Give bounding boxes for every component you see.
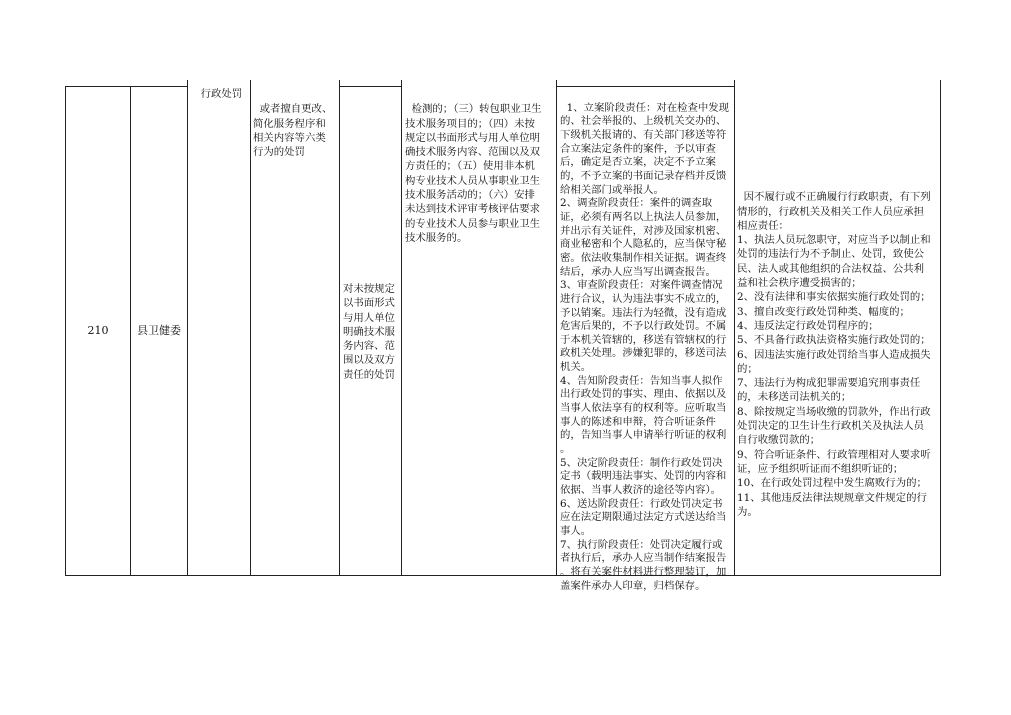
col-border	[250, 80, 251, 576]
responsibility-cell	[560, 88, 734, 592]
sub-item-text: 对未按规定 以书面形式 与用人单位 明确技术服 务内容、范 围以及双方 责任的处罚	[343, 282, 395, 381]
category-fragment	[194, 80, 246, 100]
row-number-text: 210	[87, 323, 109, 337]
department-cell	[131, 87, 187, 575]
col-border	[940, 80, 941, 576]
basis-cell	[405, 88, 556, 244]
basis-text: 检测的；（三）转包职业卫生 技术服务项目的；（四）未按 规定以书面形式与用人单位明 确技术服务内容、范围以及双 方责任的；（五）使用非本机 构专业技术人员从事职业卫生 技术服务活动的；（六）安排 未达到技术评审考核评估要求 的专业技术人员参与职业卫生 技术服务的。	[405, 103, 542, 244]
table-top-border	[339, 86, 401, 87]
accountability-cell	[737, 176, 940, 518]
responsibility-text: 1、立案阶段责任：对在检查中发现 的、社会举报的、上级机关交办的、 下级机关报请的、有关部门移送等符 合立案法定条件的案件，予以审查 后，确定是否立案，决定不予立案 的，不予立案的书面记录存档并反馈 给相关部门或举报人。 2、调查阶段责任：案件的调查取 证，必须有两名以上执法人员参加， 并出示有关证件，对涉及国家机密、 商业秘密和个人隐私的，应当保守秘 密。依法收集制作相关证据。调查终 结后，承办人应当写出调查报告。 3、审查阶段责任：对案件调查情况 进行合议，认为违法事实不成立的， 予以销案。违法行为轻微，没有造成 危害后果的，不予以行政处罚。不属 于本机关管辖的，移送有管辖权的行 政机关处理。涉嫌犯罪的，移送司法 机关。 4、告知阶段责任：告知当事人拟作 出行政处罚的事实、理由、依据以及 当事人依法享有的权利等。应听取当 事人的陈述和申辩，符合听证条件 的，告知当事人申请举行听证的权利 。 5、决定阶段责任：制作行政处罚决 定书（载明违法事实、处罚的内容和 依据、当事人救济的途径等内容）。 6、送达阶段责任：行政处罚决定书 应在法定期限通过法定方式送达给当 事人。 7、执行阶段责任：处罚决定履行或 者执行后，承办人应当制作结案报告 。将有关案件材料进行整理装订，加 盖案件承办人印章，归档保存。	[560, 101, 730, 592]
accountability-text: 因不履行或不正确履行行政职责，有下列 情形的，行政机关及相关工作人员应承担 相应责任： 1、执法人员玩忽职守，对应当予以制止和 处罚的违法行为不予制止、处罚，致使公 民、法人或其他组织的合法权益、公共利 益和社会秩序遭受损害的； 2、没有法律和事实依据实施行政处罚的； 3、擅自改变行政处罚种类、幅度的； 4、违反法定行政处罚程序的； 5、不具备行政执法资格实施行政处罚的； 6、因违法实施行政处罚给当事人造成损失 的； 7、违法行为构成犯罪需要追究刑事责任 的，未移送司法机关的； 8、除按规定当场收缴的罚款外，作出行政 处罚决定的卫生计生行政机关及执法人员 自行收缴罚款的； 9、符合听证条件、行政管理相对人要求听 证，应予组织听证而不组织听证的； 10、在行政处罚过程中发生腐败行为的； 11、其他违反法律法规规章文件规定的行 为。	[737, 191, 931, 518]
item-name-text: 或者擅自更改、 简化服务程序和 相关内容等六类 行为的处罚	[253, 103, 333, 159]
item-name-cell	[253, 88, 339, 158]
sub-item-cell	[340, 280, 401, 384]
col-border	[734, 80, 735, 576]
table-top-border	[556, 86, 734, 87]
row-number	[66, 87, 130, 575]
department-text: 县卫健委	[137, 323, 181, 337]
category-fragment-text: 行政处罚	[200, 88, 243, 100]
table-bottom-border	[65, 575, 941, 576]
col-border	[556, 80, 557, 576]
col-border	[187, 80, 188, 576]
col-border	[401, 80, 402, 576]
